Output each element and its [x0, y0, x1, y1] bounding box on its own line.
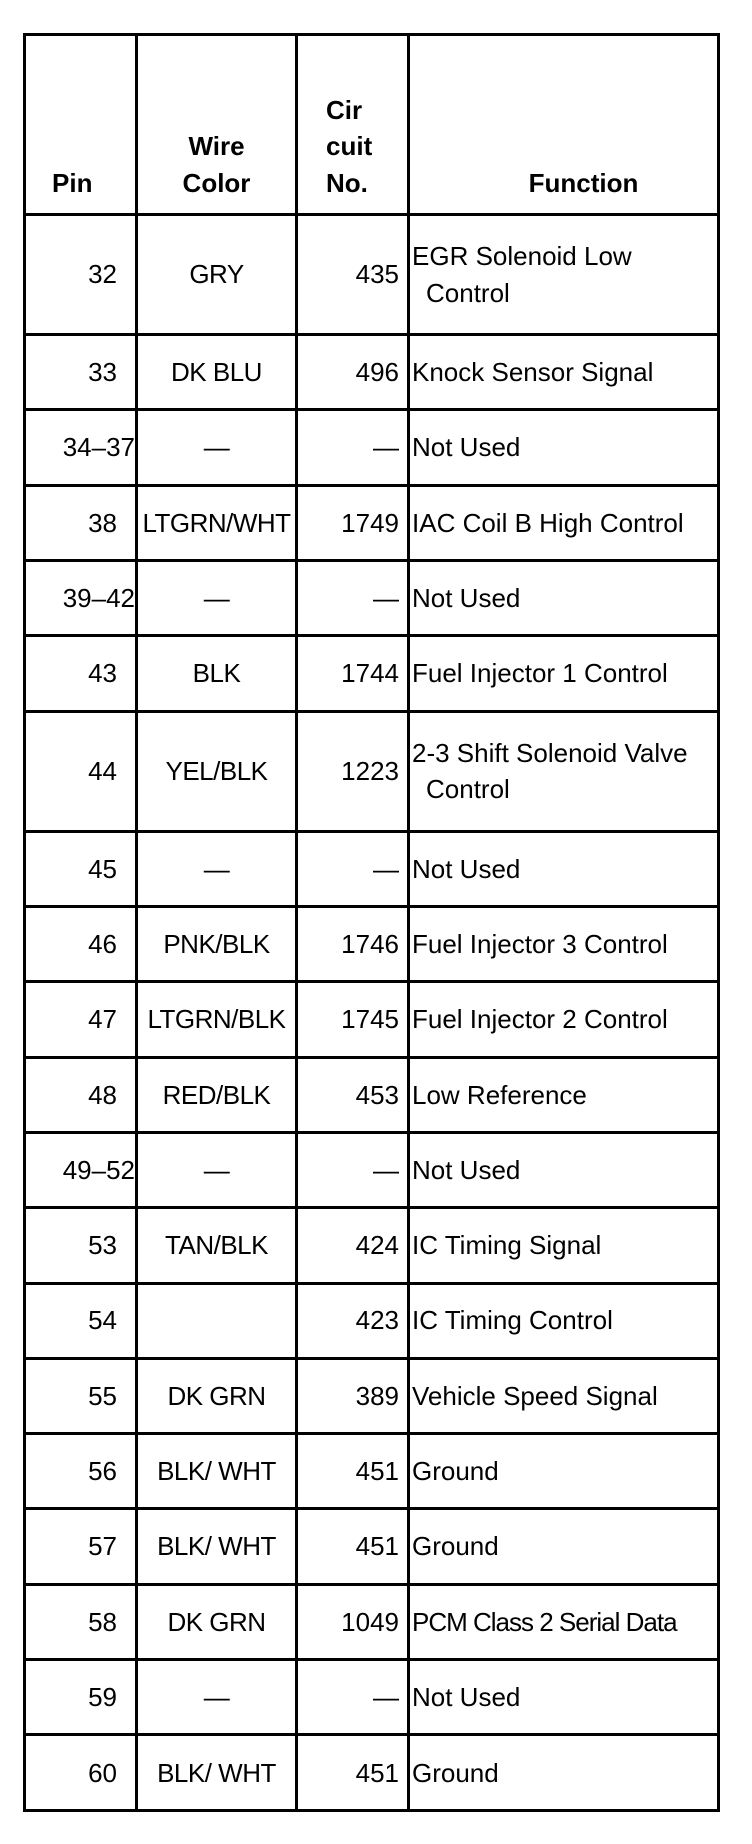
table-row	[25, 1057, 719, 1132]
pin-cell: 32	[25, 215, 137, 335]
pin-cell: 34–37	[25, 410, 137, 485]
table-row	[25, 1132, 719, 1207]
wire-color-cell: BLK/ WHT	[137, 1509, 297, 1584]
table-row	[25, 711, 719, 831]
function-cell: Not Used	[409, 831, 719, 906]
table-row	[25, 215, 719, 335]
function-cell	[409, 215, 719, 335]
pin-cell: 54	[25, 1283, 137, 1358]
function-cell: Not Used	[409, 1132, 719, 1207]
wire-color-cell: TAN/BLK	[137, 1208, 297, 1283]
function-cell: IC Timing Signal	[409, 1208, 719, 1283]
function-cell: PCM Class 2 Serial Data	[409, 1584, 719, 1659]
wire-color-cell: —	[137, 410, 297, 485]
circuit-cell: 1744	[297, 636, 409, 711]
wire-color-cell: —	[137, 1660, 297, 1735]
function-cell: IAC Coil B High Control	[409, 485, 719, 560]
circuit-cell: 1746	[297, 906, 409, 981]
pin-cell: 39–42	[25, 560, 137, 635]
circuit-cell: —	[297, 1132, 409, 1207]
wire-color-cell: DK BLU	[137, 335, 297, 410]
table-row	[25, 1358, 719, 1433]
circuit-cell: —	[297, 1660, 409, 1735]
table-row	[25, 560, 719, 635]
pin-cell: 45	[25, 831, 137, 906]
function-line-continued: Control	[426, 277, 510, 308]
pin-cell: 49–52	[25, 1132, 137, 1207]
pin-cell: 53	[25, 1208, 137, 1283]
circuit-cell: 453	[297, 1057, 409, 1132]
circuit-cell: —	[297, 410, 409, 485]
function-cell: Not Used	[409, 1660, 719, 1735]
pin-cell: 56	[25, 1434, 137, 1509]
wire-color-cell: —	[137, 560, 297, 635]
function-cell: Low Reference	[409, 1057, 719, 1132]
pin-cell: 55	[25, 1358, 137, 1433]
pin-cell: 43	[25, 636, 137, 711]
header-circuit-no-line-3: No.	[326, 167, 368, 198]
header-circuit-no-line-2: cuit	[326, 131, 373, 162]
function-cell: Vehicle Speed Signal	[409, 1358, 719, 1433]
pin-cell: 48	[25, 1057, 137, 1132]
wire-color-cell: LTGRN/WHT	[137, 485, 297, 560]
wire-color-cell: YEL/BLK	[137, 711, 297, 831]
pin-cell: 38	[25, 485, 137, 560]
table-row	[25, 335, 719, 410]
circuit-cell: 1745	[297, 982, 409, 1057]
wire-color-cell: GRY	[137, 215, 297, 335]
circuit-cell: 1223	[297, 711, 409, 831]
header-row	[25, 35, 719, 215]
table-row	[25, 1283, 719, 1358]
pin-cell: 58	[25, 1584, 137, 1659]
circuit-cell: 451	[297, 1509, 409, 1584]
function-line-continued: Control	[426, 774, 510, 805]
table-row	[25, 1208, 719, 1283]
function-cell: Ground	[409, 1509, 719, 1584]
table-row	[25, 831, 719, 906]
table-row	[25, 1509, 719, 1584]
function-cell: Fuel Injector 3 Control	[409, 906, 719, 981]
function-cell: Knock Sensor Signal	[409, 335, 719, 410]
circuit-cell: 389	[297, 1358, 409, 1433]
function-cell: Ground	[409, 1735, 719, 1811]
circuit-cell: 451	[297, 1434, 409, 1509]
wire-color-cell: —	[137, 831, 297, 906]
circuit-cell: 1749	[297, 485, 409, 560]
pin-table	[23, 33, 720, 1812]
function-cell: Ground	[409, 1434, 719, 1509]
function-cell: Fuel Injector 2 Control	[409, 982, 719, 1057]
table-row	[25, 982, 719, 1057]
function-cell	[409, 711, 719, 831]
function-cell: Not Used	[409, 410, 719, 485]
circuit-cell: 496	[297, 335, 409, 410]
function-cell: Fuel Injector 1 Control	[409, 636, 719, 711]
table-row	[25, 410, 719, 485]
header-function: Function	[409, 35, 719, 215]
circuit-cell: —	[297, 831, 409, 906]
wire-color-cell: —	[137, 1132, 297, 1207]
circuit-cell: —	[297, 560, 409, 635]
pin-cell: 60	[25, 1735, 137, 1811]
table-row	[25, 1660, 719, 1735]
wire-color-cell: DK GRN	[137, 1584, 297, 1659]
header-pin: Pin	[25, 35, 137, 215]
wire-color-cell: LTGRN/BLK	[137, 982, 297, 1057]
function-line: 2-3 Shift Solenoid Valve	[412, 737, 688, 768]
header-circuit-no-line-1: Cir	[326, 94, 363, 125]
circuit-cell: 435	[297, 215, 409, 335]
wire-color-cell: BLK/ WHT	[137, 1735, 297, 1811]
header-wire-color	[137, 35, 297, 215]
header-wire-color-line-2: Color	[182, 167, 251, 198]
pin-cell: 46	[25, 906, 137, 981]
pin-cell: 59	[25, 1660, 137, 1735]
table-row	[25, 636, 719, 711]
table-row	[25, 1584, 719, 1659]
table-row	[25, 1434, 719, 1509]
table-row	[25, 906, 719, 981]
circuit-cell: 424	[297, 1208, 409, 1283]
pin-cell: 33	[25, 335, 137, 410]
wire-color-cell: DK GRN	[137, 1358, 297, 1433]
wire-color-cell: PNK/BLK	[137, 906, 297, 981]
header-circuit-no	[297, 35, 409, 215]
table-row	[25, 1735, 719, 1811]
wire-color-cell: BLK/ WHT	[137, 1434, 297, 1509]
function-line: EGR Solenoid Low	[412, 241, 632, 272]
circuit-cell: 1049	[297, 1584, 409, 1659]
circuit-cell: 451	[297, 1735, 409, 1811]
wire-color-cell	[137, 1283, 297, 1358]
function-cell: IC Timing Control	[409, 1283, 719, 1358]
function-cell: Not Used	[409, 560, 719, 635]
pin-cell: 44	[25, 711, 137, 831]
wire-color-cell: BLK	[137, 636, 297, 711]
pin-cell: 47	[25, 982, 137, 1057]
pin-cell: 57	[25, 1509, 137, 1584]
wire-color-cell: RED/BLK	[137, 1057, 297, 1132]
circuit-cell: 423	[297, 1283, 409, 1358]
header-wire-color-line-1: Wire	[188, 131, 245, 162]
table-row	[25, 485, 719, 560]
